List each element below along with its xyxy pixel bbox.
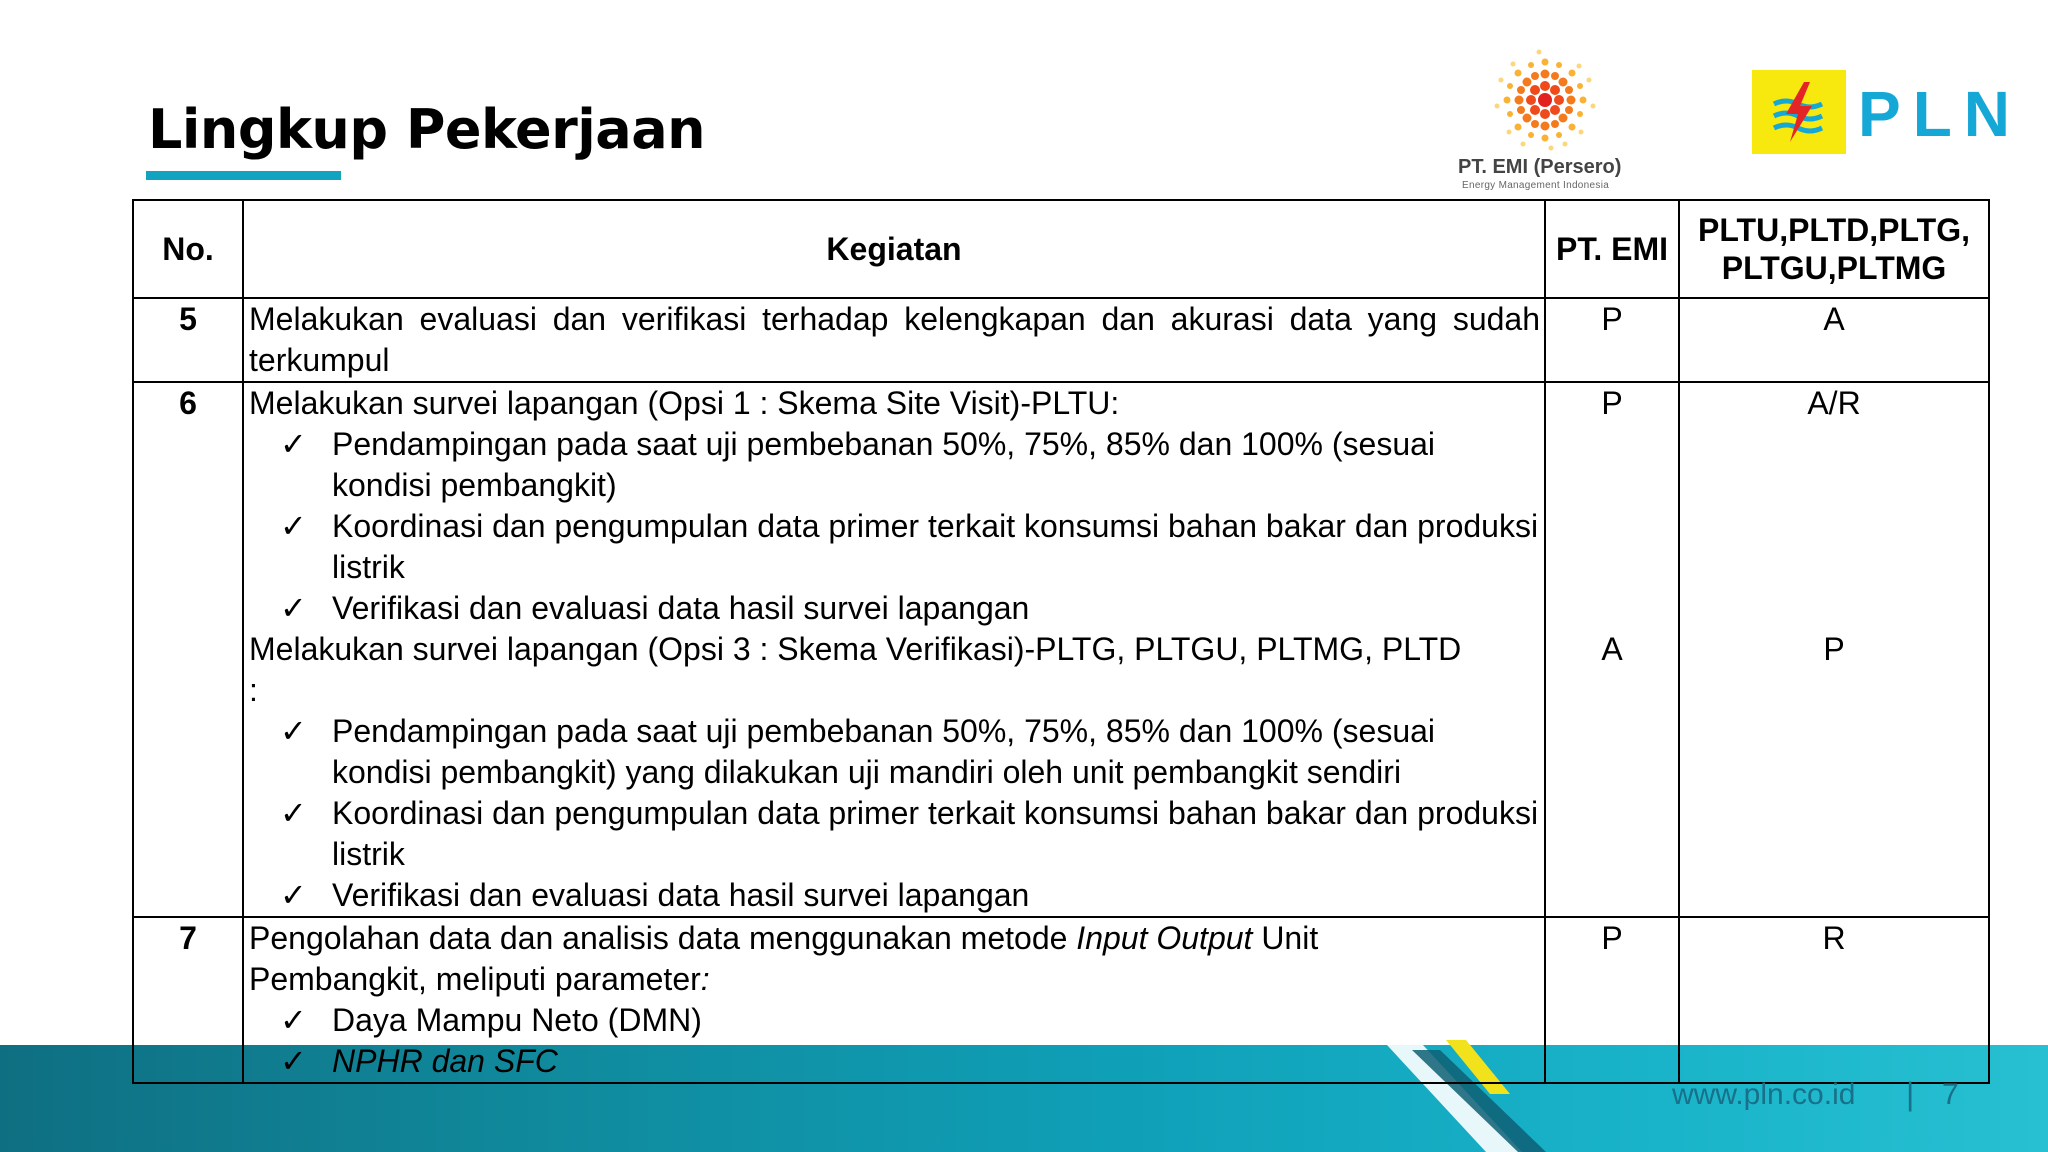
checkmark-icon: ✓	[280, 590, 307, 626]
opsi3-emi-role: A	[1601, 631, 1623, 667]
table-row	[133, 917, 1989, 1083]
checkmark-icon: ✓	[280, 426, 307, 462]
row-number: 5	[133, 298, 243, 382]
row-number: 7	[133, 917, 243, 1083]
checkmark-icon: ✓	[280, 1043, 307, 1079]
list-item: ✓ Pendampingan pada saat uji pembebanan 50%, 75%, 85% dan 100% (sesuai kondisi pembangkit) yang dilakukan uji mandiri oleh unit pembangkit sendiri	[280, 713, 1436, 790]
emi-logo-subtitle: Energy Management Indonesia	[1462, 180, 1610, 191]
pln-logo-icon	[1752, 70, 1846, 154]
table-row	[133, 298, 1989, 382]
opsi3-plant-role: P	[1823, 631, 1845, 667]
row-plant-role	[1679, 382, 1989, 917]
kegiatan-text: Pengolahan data dan analisis data menggunakan metode Input Output Unit Pembangkit, meliputi parameter:	[249, 920, 1319, 997]
list-item: ✓ Verifikasi dan evaluasi data hasil survei lapangan	[244, 875, 1544, 916]
row-plant-role: R	[1679, 917, 1989, 1083]
opsi1-emi-role: P	[1601, 385, 1623, 421]
row-emi-role: P	[1545, 298, 1679, 382]
kegiatan-opsi3-text: Melakukan survei lapangan (Opsi 3 : Skema Verifikasi)-PLTG, PLTGU, PLTMG, PLTD :	[249, 631, 1462, 708]
list-item: ✓ NPHR dan SFC	[244, 1041, 1544, 1082]
checkmark-icon: ✓	[280, 795, 307, 831]
opsi1-plant-role: A/R	[1807, 385, 1861, 421]
spacer	[1546, 424, 1678, 629]
emi-logo-name: PT. EMI (Persero)	[1458, 156, 1622, 178]
kegiatan-opsi1-text: Melakukan survei lapangan (Opsi 1 : Skema Site Visit)-PLTU:	[249, 385, 1120, 421]
header-plant-types	[1679, 200, 1989, 298]
spacer	[1680, 424, 1988, 629]
header-pt-emi: PT. EMI	[1545, 200, 1679, 298]
checkmark-icon: ✓	[280, 1002, 307, 1038]
header-no: No.	[133, 200, 243, 298]
row-emi-role	[1545, 382, 1679, 917]
header-kegiatan: Kegiatan	[243, 200, 1545, 298]
header-plant-line2: PLTGU,PLTMG	[1721, 250, 1947, 286]
title-underline	[146, 171, 341, 180]
list-item: ✓ Daya Mampu Neto (DMN)	[244, 1000, 1544, 1041]
header-plant-line1: PLTU,PLTD,PLTG,	[1698, 212, 1970, 248]
kegiatan-text: Melakukan evaluasi dan verifikasi terhadap kelengkapan dan akurasi data yang sudah terkumpul	[249, 301, 1540, 378]
row-kegiatan	[243, 382, 1545, 917]
pln-logo-text: PLN	[1858, 78, 2022, 150]
checkmark-icon: ✓	[280, 508, 307, 544]
page-title: Lingkup Pekerjaan	[148, 98, 706, 161]
footer-separator: |	[1906, 1076, 1915, 1112]
list-item: ✓ Koordinasi dan pengumpulan data primer terkait konsumsi bahan bakar dan produksi listrik	[280, 508, 1539, 585]
list-item: ✓ Pendampingan pada saat uji pembebanan 50%, 75%, 85% dan 100% (sesuai kondisi pembangkit)	[280, 426, 1436, 503]
page-number: 7	[1942, 1078, 1959, 1111]
row-plant-role: A	[1679, 298, 1989, 382]
footer-url-link[interactable]: www.pln.co.id	[1672, 1078, 1856, 1111]
table-header-row	[133, 200, 1989, 298]
checkmark-icon: ✓	[280, 713, 307, 749]
checkmark-icon: ✓	[280, 877, 307, 913]
list-item: ✓ Verifikasi dan evaluasi data hasil survei lapangan	[244, 588, 1544, 629]
row-emi-role: P	[1545, 917, 1679, 1083]
row-kegiatan	[243, 298, 1545, 382]
list-item: ✓ Koordinasi dan pengumpulan data primer terkait konsumsi bahan bakar dan produksi listrik	[280, 795, 1539, 872]
row-kegiatan	[243, 917, 1545, 1083]
row-number: 6	[133, 382, 243, 917]
scope-table	[132, 199, 1990, 1084]
table-row	[133, 382, 1989, 917]
